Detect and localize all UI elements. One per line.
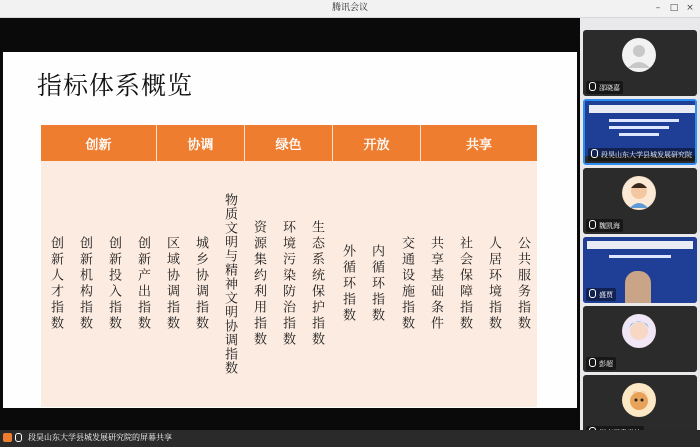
header-innovation: 创新 — [41, 125, 157, 161]
participant-tile-sharing[interactable] — [583, 99, 697, 165]
thumbnail-line — [609, 126, 669, 129]
indicator-cell — [421, 161, 450, 407]
screen-share-status[interactable] — [3, 432, 172, 443]
window-title: 腾讯会议 — [331, 3, 368, 13]
indicator-cell — [41, 161, 70, 407]
indicator-text: 外循环指数 — [340, 244, 355, 324]
indicator-text: 创新机构指数 — [77, 236, 92, 332]
participant-name: 彭超 — [586, 357, 616, 370]
status-bar — [0, 430, 700, 447]
close-icon[interactable]: × — [686, 3, 694, 13]
indicator-cell — [244, 161, 273, 407]
screen-share-icon — [3, 433, 12, 442]
indicator-cell — [508, 161, 537, 407]
thumbnail-header — [589, 105, 695, 113]
cartoon-avatar-icon — [622, 383, 656, 417]
indicator-cell — [186, 161, 215, 407]
person-figure — [625, 271, 651, 303]
indicator-text: 创新投入指数 — [106, 236, 121, 332]
anime-avatar-icon — [622, 314, 656, 348]
indicator-text: 创新人才指数 — [48, 236, 63, 332]
indicator-text: 交通设施指数 — [399, 236, 414, 332]
user-icon — [622, 38, 656, 72]
indicator-cell — [450, 161, 479, 407]
participant-tile[interactable] — [583, 168, 697, 234]
share-status-text: 段昊山东大学县城发展研究院的屏幕共享 — [28, 433, 172, 442]
header-shared: 共享 — [421, 125, 537, 161]
maximize-icon[interactable]: □ — [669, 3, 679, 13]
participant-name: 段昊山东大学县城发展研究院 — [588, 148, 695, 161]
minimize-icon[interactable]: – — [655, 3, 661, 13]
mic-icon — [589, 82, 596, 91]
avatar — [622, 314, 656, 348]
indicator-text: 内循环指数 — [369, 244, 384, 324]
indicator-cell — [362, 161, 391, 407]
indicator-text: 区域协调指数 — [164, 236, 179, 332]
mic-icon — [15, 433, 22, 442]
mic-icon — [589, 289, 596, 298]
indicator-text: 创新产出指数 — [135, 236, 150, 332]
indicator-text: 公共服务指数 — [515, 236, 530, 332]
indicator-text: 社会保障指数 — [457, 236, 472, 332]
participant-tile[interactable] — [583, 30, 697, 96]
mic-icon — [589, 358, 596, 367]
avatar — [622, 383, 656, 417]
indicator-cell — [157, 161, 186, 407]
presentation-slide — [3, 52, 577, 408]
indicator-cell — [128, 161, 157, 407]
participant-list[interactable] — [580, 18, 700, 430]
participant-name: 盛贾 — [586, 288, 616, 301]
header-coordination: 协调 — [157, 125, 245, 161]
indicator-cell — [215, 161, 244, 407]
avatar — [622, 38, 656, 72]
indicator-text: 环境污染防治指数 — [280, 220, 295, 348]
thumbnail-line — [609, 119, 679, 122]
avatar — [622, 176, 656, 210]
indicator-cell — [302, 161, 331, 407]
header-open: 开放 — [333, 125, 421, 161]
participant-tile-video[interactable] — [583, 237, 697, 303]
mic-icon — [591, 149, 598, 158]
indicator-cell — [273, 161, 302, 407]
indicator-cell — [479, 161, 508, 407]
thumbnail-line — [619, 133, 659, 136]
indicator-cell — [99, 161, 128, 407]
cartoon-avatar-icon — [622, 176, 656, 210]
indicator-cell — [70, 161, 99, 407]
shared-screen — [0, 18, 580, 430]
header-green: 绿色 — [245, 125, 333, 161]
slide-title: 指标体系概览 — [37, 71, 194, 100]
indicator-text: 共享基础条件 — [428, 236, 443, 332]
indicator-cell — [392, 161, 421, 407]
participant-name: 邵晓嘉 — [586, 81, 623, 94]
indicator-text: 物质文明与精神文明协调指数 — [222, 193, 237, 375]
participant-tile[interactable] — [583, 306, 697, 372]
mic-icon — [589, 220, 596, 229]
indicator-cell — [333, 161, 362, 407]
indicator-text: 城乡协调指数 — [193, 236, 208, 332]
feed-header — [587, 241, 693, 249]
indicator-text: 人居环境指数 — [486, 236, 501, 332]
participant-name: 魏凯海 — [586, 219, 623, 232]
indicator-text: 资源集约利用指数 — [251, 220, 266, 348]
indicator-text: 生态系统保护指数 — [309, 220, 324, 348]
indicator-table — [41, 125, 537, 407]
feed-line — [609, 255, 671, 258]
window-titlebar — [0, 0, 700, 18]
